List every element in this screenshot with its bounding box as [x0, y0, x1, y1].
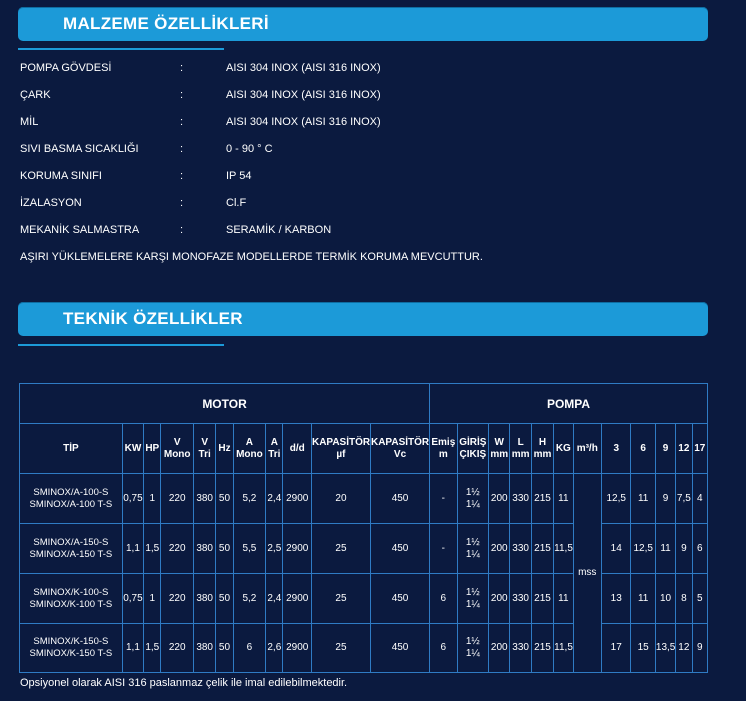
- header-tip: TİP: [20, 424, 123, 474]
- cell-l: 330: [510, 524, 531, 574]
- cell-q12: 8: [676, 574, 692, 624]
- cell-hz: 50: [216, 574, 233, 624]
- cell-kw: 0,75: [122, 474, 143, 524]
- cell-h: 215: [531, 474, 553, 524]
- cell-dd: 2900: [283, 474, 311, 524]
- cell-q6: 11: [631, 474, 655, 524]
- cell-q17: 9: [692, 624, 708, 673]
- cell-kap-uf: 25: [311, 574, 370, 624]
- cell-v-tri: 380: [193, 524, 215, 574]
- spec-separator: :: [180, 62, 184, 74]
- header-h-l2: mm: [533, 448, 552, 460]
- cell-h: 215: [531, 574, 553, 624]
- cell-v-mono: 220: [161, 474, 194, 524]
- header-emis-l1: Emiş: [431, 436, 456, 448]
- spec-label: KORUMA SINIFI: [20, 170, 102, 182]
- tip-tri: SMINOX/A-100 T-S: [29, 498, 113, 510]
- header-a-mono-l1: A: [245, 436, 254, 448]
- cell-v-tri: 380: [193, 574, 215, 624]
- spec-label: MEKANİK SALMASTRA: [20, 224, 140, 236]
- material-banner: [18, 7, 708, 41]
- header-m3h: m³/h: [573, 424, 601, 474]
- cell-dd: 2900: [283, 574, 311, 624]
- cell-q3: 13: [601, 574, 631, 624]
- header-q17: 17: [692, 424, 708, 474]
- header-v-mono-l2: Mono: [163, 448, 191, 460]
- thermal-protection-note: AŞIRI YÜKLEMELERE KARŞI MONOFAZE MODELLERDE TERMİK KORUMA MEVCUTTUR.: [20, 251, 483, 263]
- cell-emis: -: [430, 524, 457, 574]
- spec-value: AISI 304 INOX (AISI 316 INOX): [226, 89, 381, 101]
- header-giris-l2: ÇIKIŞ: [459, 448, 487, 460]
- header-kw: KW: [122, 424, 143, 474]
- giris-value: 1½: [465, 586, 480, 598]
- cell-l: 330: [510, 574, 531, 624]
- cell-v-tri: 380: [193, 474, 215, 524]
- header-kap-vc: [370, 424, 429, 474]
- cell-q17: 4: [692, 474, 708, 524]
- header-v-mono: [161, 424, 194, 474]
- header-kap-vc-l2: Vc: [393, 448, 407, 460]
- tip-mono: SMINOX/K-100-S: [33, 586, 109, 598]
- header-kap-vc-l1: KAPASİTÖR: [370, 436, 430, 448]
- cell-a-tri: 2,4: [266, 474, 283, 524]
- cell-w: 200: [489, 474, 510, 524]
- header-a-mono: [233, 424, 266, 474]
- spec-value: SERAMİK / KARBON: [226, 224, 332, 236]
- cell-kg: 11: [554, 474, 573, 524]
- header-a-tri-l1: A: [270, 436, 278, 448]
- tip-tri: SMINOX/K-150 T-S: [29, 648, 113, 659]
- cell-v-mono: 220: [161, 624, 194, 673]
- cell-hp: 1,5: [144, 524, 161, 574]
- spec-value: 0 - 90 ° C: [226, 143, 273, 155]
- cikis-value: 1¼: [465, 498, 480, 510]
- spec-value: Cl.F: [226, 197, 247, 209]
- cell-l: 330: [510, 624, 531, 673]
- cell-q9: 10: [655, 574, 675, 624]
- technical-banner: [18, 302, 708, 336]
- cell-kap-uf: 25: [311, 624, 370, 673]
- cell-tip: [20, 574, 123, 624]
- tip-mono: SMINOX/A-100-S: [33, 486, 109, 498]
- cell-a-tri: 2,6: [266, 624, 283, 673]
- cell-mss: mss: [573, 474, 601, 673]
- spec-label: SIVI BASMA SICAKLIĞI: [20, 143, 139, 155]
- table-row: [20, 574, 708, 624]
- cell-giris-cikis: [457, 574, 489, 624]
- header-q6: 6: [631, 424, 655, 474]
- cell-hz: 50: [216, 524, 233, 574]
- cikis-value: 1¼: [465, 648, 480, 659]
- cell-v-mono: 220: [161, 574, 194, 624]
- header-l-l1: L: [517, 436, 524, 448]
- spec-separator: :: [180, 197, 184, 209]
- header-kg: KG: [554, 424, 573, 474]
- cell-q3: 17: [601, 624, 631, 673]
- header-h-l1: H: [538, 436, 547, 448]
- cell-q6: 12,5: [631, 524, 655, 574]
- spec-label: POMPA GÖVDESİ: [20, 62, 112, 74]
- cell-giris-cikis: [457, 524, 489, 574]
- cell-hz: 50: [216, 474, 233, 524]
- cell-h: 215: [531, 624, 553, 673]
- cell-a-mono: 5,5: [233, 524, 266, 574]
- cell-tip: [20, 524, 123, 574]
- cell-hp: 1: [144, 474, 161, 524]
- header-hz: Hz: [216, 424, 233, 474]
- cell-h: 215: [531, 524, 553, 574]
- header-emis-l2: m: [438, 448, 448, 460]
- giris-value: 1½: [465, 536, 480, 548]
- cell-q6: 11: [631, 574, 655, 624]
- table-row: [20, 474, 708, 524]
- cell-a-tri: 2,4: [266, 574, 283, 624]
- header-kap-uf-l2: µf: [336, 448, 346, 460]
- group-motor: MOTOR: [20, 384, 430, 424]
- cell-w: 200: [489, 524, 510, 574]
- header-a-mono-l2: Mono: [236, 448, 263, 460]
- cell-q17: 5: [692, 574, 708, 624]
- cell-q3: 14: [601, 524, 631, 574]
- spec-value: AISI 304 INOX (AISI 316 INOX): [226, 62, 381, 74]
- cell-kap-vc: 450: [370, 474, 429, 524]
- group-pompa: POMPA: [430, 384, 708, 424]
- header-dd: d/d: [283, 424, 311, 474]
- cell-hz: 50: [216, 624, 233, 673]
- cell-v-mono: 220: [161, 524, 194, 574]
- cell-q6: 15: [631, 624, 655, 673]
- technical-table-body: [20, 474, 708, 673]
- cell-q17: 6: [692, 524, 708, 574]
- header-v-tri-l1: V: [201, 436, 208, 448]
- cell-w: 200: [489, 574, 510, 624]
- cell-hp: 1: [144, 574, 161, 624]
- table-row: [20, 624, 708, 673]
- cell-kap-uf: 25: [311, 524, 370, 574]
- header-w-l2: mm: [490, 448, 509, 460]
- cell-v-tri: 380: [193, 624, 215, 673]
- cell-hp: 1,5: [144, 624, 161, 673]
- cell-kap-vc: 450: [370, 524, 429, 574]
- header-a-tri-l2: Tri: [268, 448, 281, 460]
- header-hp: HP: [144, 424, 161, 474]
- cell-kg: 11,5: [554, 524, 573, 574]
- header-kap-uf-l1: KAPASİTÖR: [311, 436, 371, 448]
- footnote: Opsiyonel olarak AISI 316 paslanmaz çelik ile imal edilebilmektedir.: [20, 677, 348, 689]
- spec-separator: :: [180, 89, 184, 101]
- header-w: [489, 424, 510, 474]
- cell-q9: 9: [655, 474, 675, 524]
- cell-kw: 0,75: [122, 574, 143, 624]
- header-h: [531, 424, 553, 474]
- tip-mono: SMINOX/K-150-S: [33, 636, 109, 647]
- cell-kap-vc: 450: [370, 574, 429, 624]
- material-underline: [18, 48, 224, 50]
- cikis-value: 1¼: [465, 548, 480, 560]
- cell-a-mono: 6: [233, 624, 266, 673]
- spec-value: AISI 304 INOX (AISI 316 INOX): [226, 116, 381, 128]
- header-v-tri-l2: Tri: [198, 448, 211, 460]
- cell-dd: 2900: [283, 524, 311, 574]
- header-giris-cikis: [457, 424, 489, 474]
- spec-separator: :: [180, 143, 184, 155]
- header-w-l1: W: [494, 436, 504, 448]
- tip-tri: SMINOX/K-100 T-S: [29, 598, 113, 610]
- header-q12: 12: [676, 424, 692, 474]
- material-title: MALZEME ÖZELLİKLERİ: [63, 14, 269, 33]
- technical-title: TEKNİK ÖZELLİKLER: [63, 309, 243, 328]
- group-header-row: [20, 384, 708, 424]
- header-giris-l1: GİRİŞ: [459, 436, 487, 448]
- header-l: [510, 424, 531, 474]
- header-a-tri: [266, 424, 283, 474]
- header-emis: [430, 424, 457, 474]
- spec-separator: :: [180, 116, 184, 128]
- cell-giris-cikis: [457, 474, 489, 524]
- cell-a-mono: 5,2: [233, 474, 266, 524]
- spec-label: ÇARK: [20, 89, 51, 101]
- cell-kap-vc: 450: [370, 624, 429, 673]
- giris-value: 1½: [465, 636, 480, 647]
- cell-kap-uf: 20: [311, 474, 370, 524]
- cell-w: 200: [489, 624, 510, 673]
- cell-emis: 6: [430, 574, 457, 624]
- header-q9: 9: [655, 424, 675, 474]
- spec-label: MİL: [20, 116, 39, 128]
- cell-dd: 2900: [283, 624, 311, 673]
- spec-value: IP 54: [226, 170, 252, 182]
- header-v-mono-l1: V: [173, 436, 181, 448]
- cell-giris-cikis: [457, 624, 489, 673]
- cell-emis: 6: [430, 624, 457, 673]
- cell-a-mono: 5,2: [233, 574, 266, 624]
- tip-mono: SMINOX/A-150-S: [33, 536, 109, 548]
- cell-emis: -: [430, 474, 457, 524]
- cell-kg: 11: [554, 574, 573, 624]
- cell-q9: 13,5: [655, 624, 675, 673]
- giris-value: 1½: [465, 486, 480, 498]
- cell-kw: 1,1: [122, 624, 143, 673]
- header-v-tri: [193, 424, 215, 474]
- spec-separator: :: [180, 224, 184, 236]
- cell-a-tri: 2,5: [266, 524, 283, 574]
- cell-kw: 1,1: [122, 524, 143, 574]
- header-q3: 3: [601, 424, 631, 474]
- cell-l: 330: [510, 474, 531, 524]
- cell-q12: 7,5: [676, 474, 692, 524]
- technical-specs-table: [19, 383, 708, 673]
- technical-underline: [18, 344, 224, 346]
- column-header-row: [20, 424, 708, 474]
- cell-kg: 11,5: [554, 624, 573, 673]
- cell-q3: 12,5: [601, 474, 631, 524]
- tip-tri: SMINOX/A-150 T-S: [29, 548, 113, 560]
- cikis-value: 1¼: [465, 598, 480, 610]
- cell-q12: 12: [676, 624, 692, 673]
- spec-label: İZALASYON: [20, 197, 82, 209]
- cell-tip: [20, 474, 123, 524]
- spec-separator: :: [180, 170, 184, 182]
- header-l-l2: mm: [511, 448, 530, 460]
- table-row: [20, 524, 708, 574]
- cell-q12: 9: [676, 524, 692, 574]
- cell-q9: 11: [655, 524, 675, 574]
- header-kap-uf: [311, 424, 370, 474]
- cell-tip: [20, 624, 123, 673]
